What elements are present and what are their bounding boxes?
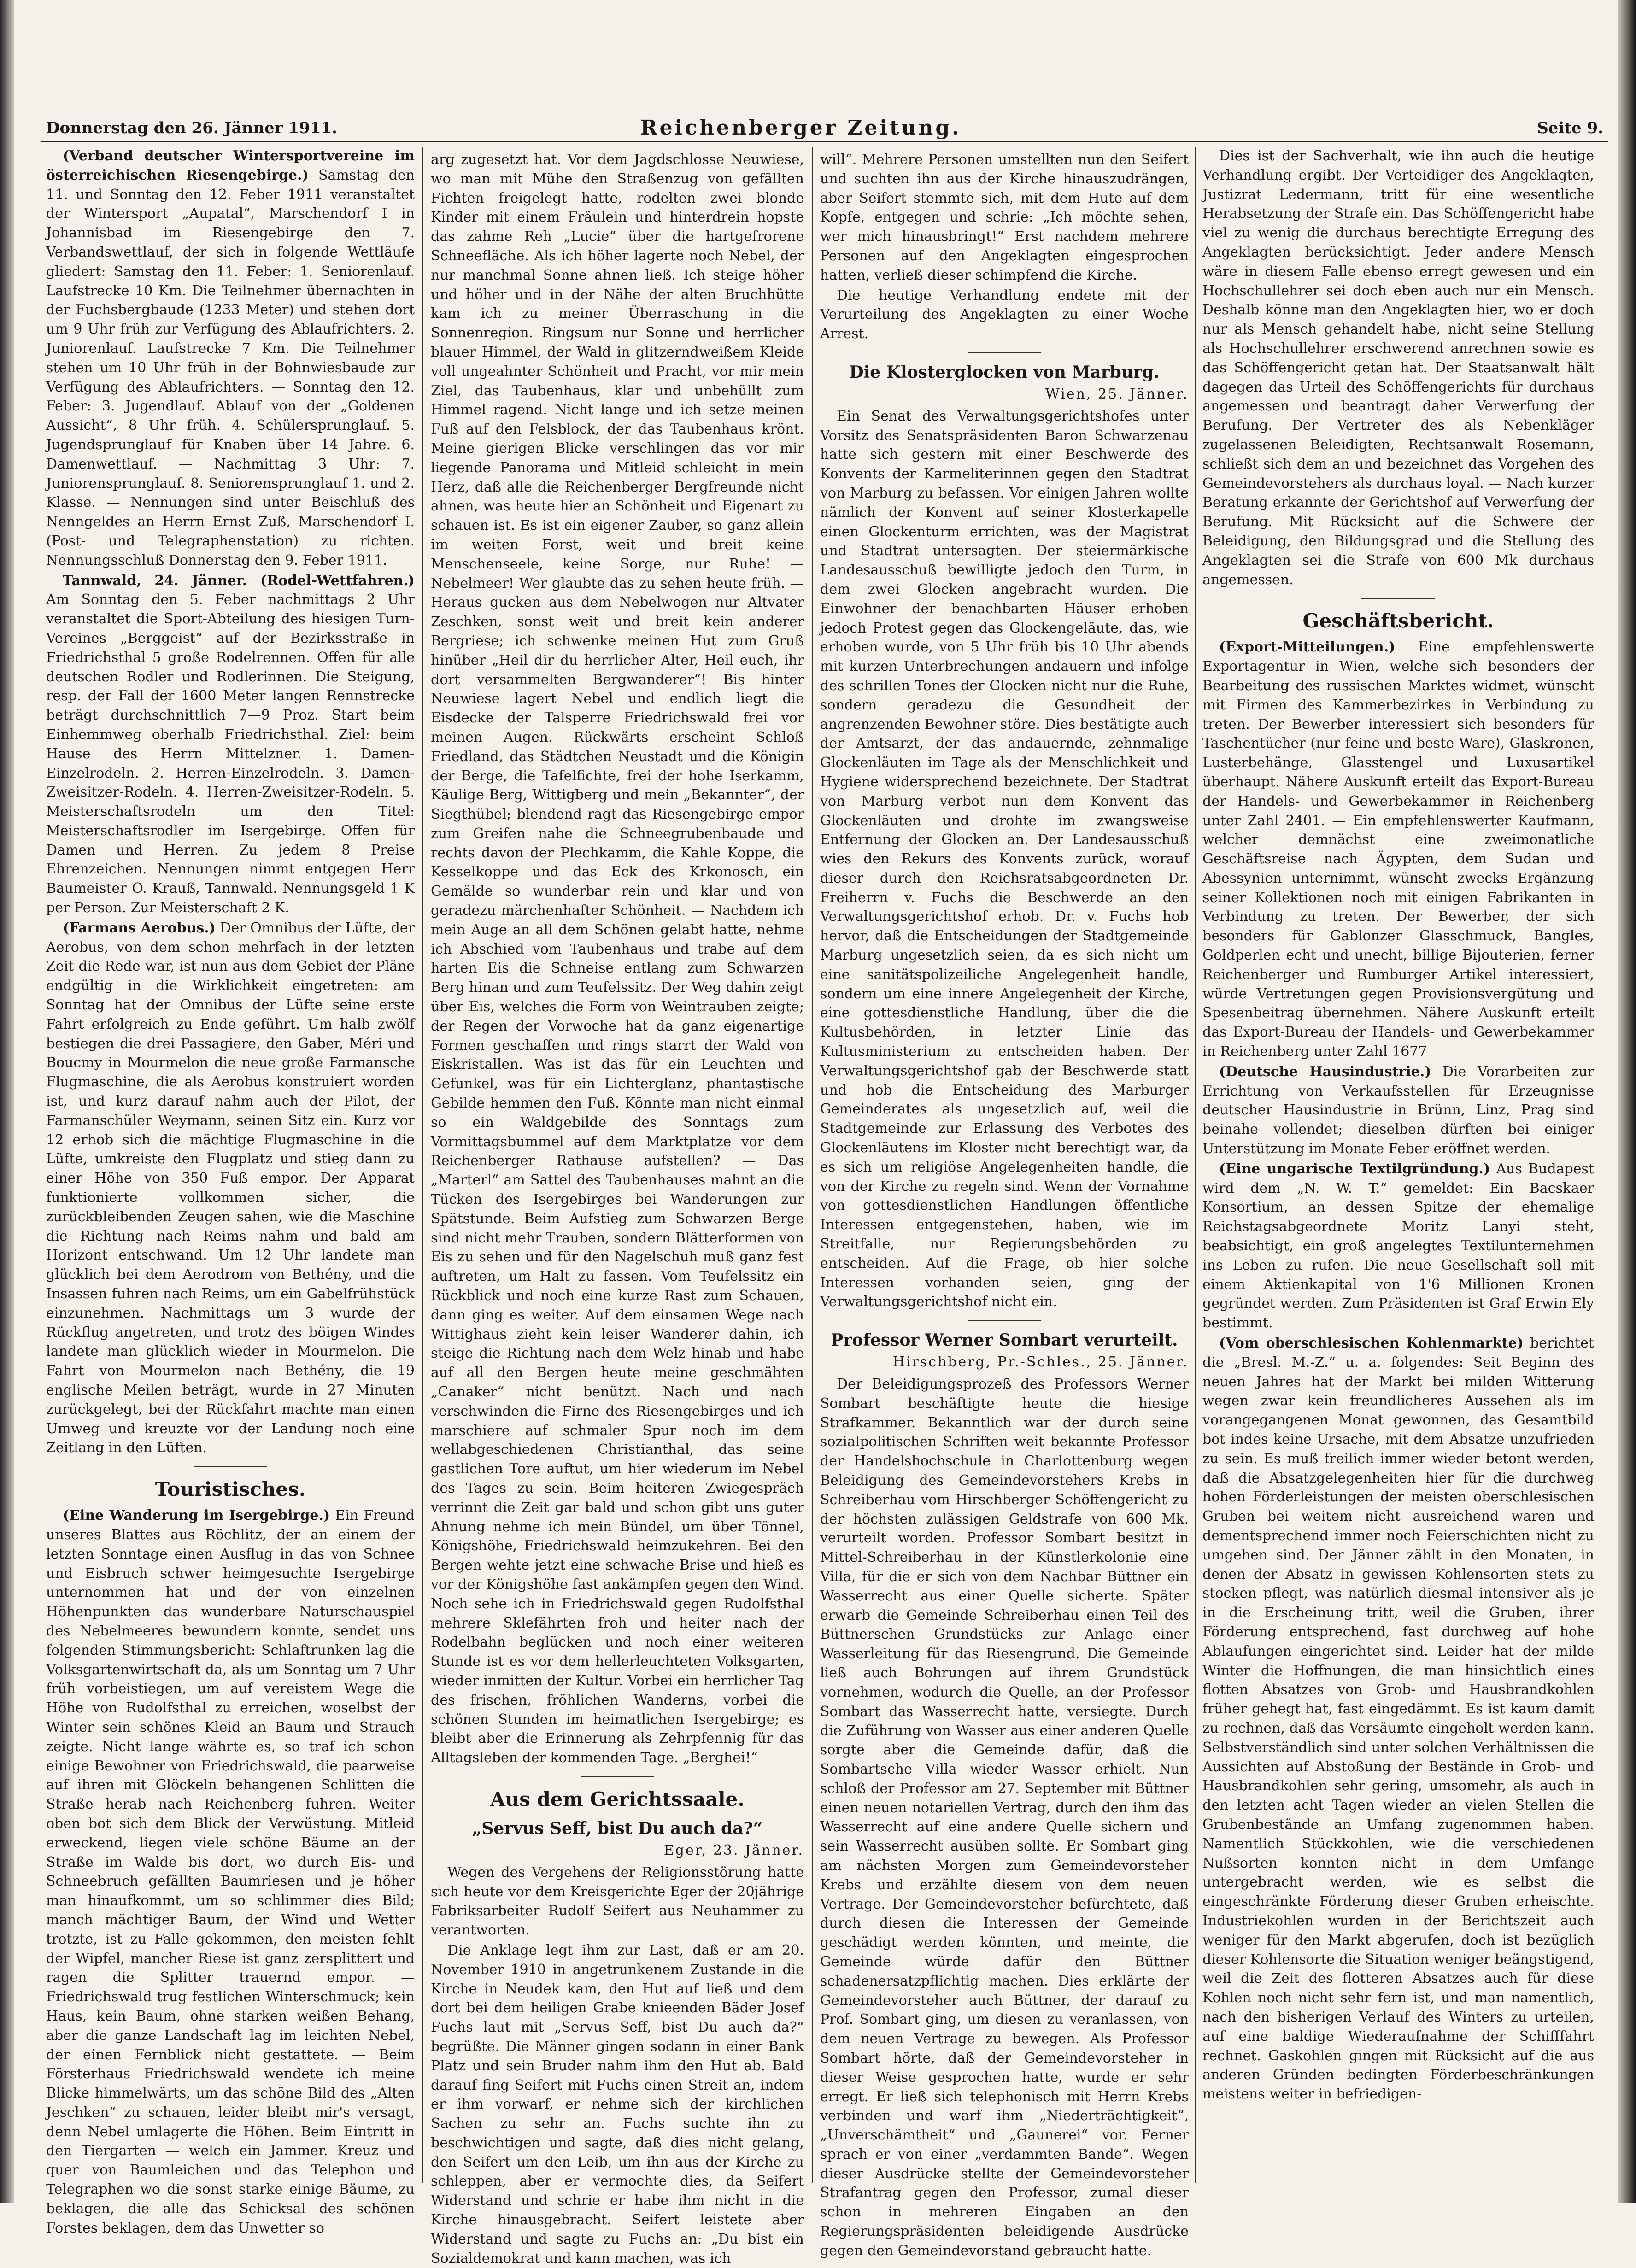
- article-text: Am Sonntag den 5. Feber nachmittags 2 Uhr veranstaltet die Sport-Abteilung des hiesigen Turn-Vereines „Berggeist“ auf der Bezirksstraße in Friedrichsthal 5 große Rodelrennen. Offen für alle deutschen Rodler und Rodlerinnen. Die Steigung, resp. der Fall der 1600 Meter langen Rennstrecke beträgt durchschnittlich 7—9 Proz. Start beim Einhemmweg oberhalb Friedrichsthal. Ziel: beim Hause des Herrn Mittelzner. 1. Damen-Einzelrodeln. 2. Herren-Einzelrodeln. 3. Damen-Zweisitzer-Rodeln. 4. Herren-Zweisitzer-Rodeln. 5. Meisterschaftsrodeln um den Titel: Meisterschaftsrodler im Isergebirge. Offen für Damen und Herren. Zu jedem 8 Preise Ehrenzeichen. Nennungen nimmt entgegen Herr Baumeister O. Krauß, Tannwald. Nennungsgeld 1 K per Person. Zur Meisterschaft 2 K.: [46, 592, 415, 916]
- article-head: Tannwald, 24. Jänner. (Rodel-Wettfahren.): [63, 572, 415, 589]
- article-text: Die Vorarbeiten zur Errichtung von Verkaufsstellen für Erzeugnisse deutscher Hausindustrie in Brünn, Linz, Prag sind beinahe vollendet; dieselben dürften bei einiger Unterstützung im Monate Feber eröffnet werden.: [1202, 1063, 1594, 1157]
- column-separator: [422, 147, 423, 2183]
- article-text: will“. Mehrere Personen umstellten nun den Seifert und suchten ihn aus der Kirche hinauszudrängen, aber Seifert stemmte sich, mit dem Hute auf dem Kopfe, entgegen und schrie: „Ich möchte sehen, wer mich hinausbringt!“ Erst nachdem mehrere Personen auf den Angeklagten eingesprochen hatten, verließ dieser schimpfend die Kirche.: [820, 152, 1189, 283]
- column-separator: [812, 147, 813, 2183]
- masthead: [41, 111, 1608, 143]
- article-paragraph: [46, 1506, 415, 2238]
- article-paragraph: [46, 147, 415, 570]
- column-4: [1202, 147, 1594, 2187]
- section-rule: [194, 1466, 267, 1467]
- article-text: Aus Budapest wird dem „N. W. T.“ gemeldet: Ein Bacskaer Konsortium, an dessen Spitze der ehemalige Reichstagsabgeordnete Moritz Lanyi steht, beabsichtigt, ein groß angelegtes Textilunternehmen ins Leben zu rufen. Die neue Gesellschaft soll mit einem Aktienkapital von 1'6 Millionen Kronen gegründet werden. Zum Präsidenten ist Graf Erwin Ely bestimmt.: [1202, 1160, 1594, 1331]
- article-title: Professor Werner Sombart verurteilt.: [831, 1330, 1178, 1350]
- issue-date: Donnerstag den 26. Jänner 1911.: [46, 119, 337, 137]
- article-head: (Farmans Aerobus.): [63, 920, 216, 936]
- article-text: Der Omnibus der Lüfte, der Aerobus, von dem schon mehrfach in der letzten Zeit die Rede war, ist nun aus dem Gebiet der Pläne endgültig in die Wirklichkeit eingetreten: am Sonntag hat der Omnibus der Lüfte seine erste Fahrt erfolgreich zu Ende geführt. Um halb zwölf bestiegen die drei Passagiere, den Gaber, Méri und Boucmy in Mourmelon die neue große Farmansche Flugmaschine, die als Aerobus konstruiert worden ist, und kurz darauf nahm auch der Pilot, der Farmanschüler Weymann, seinen Sitz ein. Kurz vor 12 erhob sich die mächtige Flugmaschine in die Lüfte, umkreiste den Flugplatz und stieg dann zu einer Höhe von 350 Fuß empor. Der Apparat funktionierte vollkommen sicher, die zurückbleibenden Zeugen sahen, wie die Maschine die Richtung nach Reims nahm und bald am Horizont entschwand. Um 12 Uhr landete man glücklich bei dem Aerodrom von Bethény, und die Insassen fuhren nach Reims, um ein Gabelfrühstück einzunehmen. Nachmittags um 3 wurde der Rückflug angetreten, und trotz des böigen Windes landete man glücklich wieder in Mourmelon. Die Fahrt von Mourmelon nach Bethény, die 19 englische Meilen beträgt, wurde in 27 Minuten zurückgelegt, bei der Rückfahrt machte man einen Umweg und kreuzte vor der Landung noch eine Zeitlang in den Lüften.: [46, 920, 415, 1456]
- article-paragraph: [1202, 1062, 1594, 1159]
- column-1: [46, 147, 415, 2236]
- article-head: (Export-Mitteilungen.): [1219, 639, 1396, 656]
- article-title: Die Klosterglocken von Marburg.: [849, 362, 1160, 382]
- section-heading: Aus dem Gerichtssaale.: [490, 1787, 745, 1811]
- article-text: Eine empfehlenswerte Exportagentur in Wien, welche sich besonders der Bearbeitung des russischen Marktes widmet, wünscht mit Firmen des Kammerbezirkes in Verbindung zu treten. Der Bewerber interessiert sich besonders für Taschentücher (nur feine und beste Ware), Glaskronen, Lusterbehänge, Glasstengel und Luxusartikel überhaupt. Nähere Auskunft erteilt das Export-Bureau der Handels- und Gewerbekammer in Reichenberg unter Zahl 2401. — Ein empfehlenswerter Kaufmann, welcher demnächst eine zweimonatliche Geschäftsreise nach Ägypten, dem Sudan und Abessynien unternimmt, wünscht zwecks Ergänzung seiner Kollektionen noch mit einigen Fabrikanten in Verbindung zu treten. Der Bewerber, der sich besonders für Gablonzer Glasschmuck, Bangles, Goldperlen echt und unecht, billige Bijouterien, ferner Reichenberger und Rumburger Artikel interessiert, würde Vertretungen gegen Provisionsvergütung und Spesenbeitrag übernehmen. Nähere Auskunft erteilt das Export-Bureau der Handels- und Gewerbekammer in Reichenberg unter Zahl 1677: [1202, 639, 1594, 1060]
- section-heading: Touristisches.: [155, 1478, 306, 1501]
- article-text: Samstag den 11. und Sonntag den 12. Feber 1911 veranstaltet der Wintersport „Aupatal“, Marschendorf I in Johannisbad im Riesengebirge den 7. Verbandswettlauf, der sich in folgende Wettläufe gliedert: Samstag den 11. Feber: 1. Seniorenlauf. Laufstrecke 10 Km. Die Teilnehmer übernachten in der Fuchsbergbaude (1233 Meter) und stehen dort um 9 Uhr früh zur Verfügung des Ablaufrichters. 2. Juniorenlauf. Laufstrecke 7 Km. Die Teilnehmer stehen um 10 Uhr früh in der Bohnwiesbaude zur Verfügung des Ablaufrichters. — Sonntag den 12. Feber: 3. Jugendlauf. Ablauf von der „Goldenen Aussicht“, 8 Uhr früh. 4. Schülersprunglauf. 5. Jugendsprunglauf für Knaben über 14 Jahre. 6. Damenwettlauf. — Nachmittag 3 Uhr: 7. Juniorensprunglauf. 8. Seniorensprunglauf 1. und 2. Klasse. — Nennungen sind unter Beischluß des Nenngeldes an Herrn Ernst Zuß, Marschendorf I. (Post- und Telegraphenstation) zu richten. Nennungsschluß Donnerstag den 9. Feber 1911.: [46, 167, 415, 568]
- article-text: Ein Freund unseres Blattes aus Röchlitz, der an einem der letzten Sonntage einen Ausflug in das von Schnee und Eisbruch schwer heimgesuchte Isergebirge unternommen hat und der von einzelnen Höhenpunkten das wunderbare Naturschauspiel des Nebelmeeres bewundern konnte, sendet uns folgenden Stimmungsbericht: Schlaftrunken lag die Volksgartenwirtschaft da, als um Sonntag um 7 Uhr früh vorbeistiegen, um auf vereistem Wege die Höhe von Rudolfsthal zu erreichen, woselbst der Winter sein schönes Kleid an Baum und Strauch zeigte. Nicht lange währte es, so traf ich schon einige Bewohner von Friedrichswald, die paarweise auf ihren mit Glöckeln behangenen Schlitten die Straße herab nach Reichenberg fuhren. Weiter oben bot sich dem Blick der Verwüstung. Mitleid erweckend, liegen viele schöne Bäume an der Straße im Walde bis dort, wo durch Eis- und Schneebruch gefällten Baumriesen und je höher man hinaufkommt, um so schlimmer dies Bild; manch mächtiger Baum, der Wind und Wetter trotzte, ist zu Falle gekommen, den meisten fehlt der Wipfel, mancher Riese ist ganz zersplittert und ragen die Splitter trauernd empor. — Friedrichswald trug festlichen Winterschmuck; kein Haus, kein Baum, ohne starken weißen Behang, aber die ganze Landschaft lag im leichten Nebel, der einen Fernblick nicht gestattete. — Beim Försterhaus Friedrichswald wendete ich meine Blicke himmelwärts, um das schöne Bild des „Alten Jeschken“ zu schauen, leider bleibt mir's versagt, denn Nebel umlagerte die Höhen. Beim Eintritt in den Tiergarten — welch ein Jammer. Kreuz und quer von Baumleichen und das Telephon und Telegraphen wo die sonst starke einige Bäume, zu beklagen, die alle das Schicksal des schönen Forstes beklagen, dem das Unwetter so: [46, 1507, 415, 2236]
- paper-title: Reichenberger Zeitung.: [640, 116, 962, 140]
- article-text: arg zugesetzt hat. Vor dem Jagdschlosse Neuwiese, wo man mit Mühe den Straßenzug von gefällten Fichten freigelegt hatte, rodelten zwei blonde Kinder mit einem Fräulein und hinterdrein hopste das zahme Reh „Lucie“ über die hartgefrorene Schneefläche. Als ich höher lagerte noch Nebel, der nur manchmal Sonne ahnen ließ. Ich steige höher und höher und in der Nähe der alten Bruchhütte kam ich zu meiner Überraschung in die Sonnenregion. Ringsum nur Sonne und herrlicher blauer Himmel, der Wald in glitzerndweißem Kleide voll ungeahnter Schönheit und Pracht, vor mir mein Ziel, das Taubenhaus, klar und unbehüllt zum Himmel ragend. Nicht lange und ich setze meinen Fuß auf den Felsblock, der das Taubenhaus krönt. Meine gierigen Blicke verschlingen das vor mir liegende Panorama und Mitleid schleicht in mein Herz, daß alle die Reichenberger Bergfreunde nicht ahnen, was heute hier an Schönheit und Eigenart zu schauen ist. Es ist ein eigener Zauber, so ganz allein im weiten Forst, weit und breit keine Menschenseele, keine Sorge, nur Ruhe! — Nebelmeer! Wer glaubte das zu sehen heute früh. — Heraus gucken aus dem Nebelwogen nur Altvater Zeschken, sonst weit und breit kein anderer Bergriese; ich schwenke meinen Hut zum Gruß hinüber „Heil dir du herrlicher Alter, Heil euch, ihr dort versammelten Bergwanderer“! Bis hinter Neuwiese lagert Nebel und endlich liegt die Eisdecke der Talsperre Friedrichswald frei vor meinen Augen. Rückwärts erscheint Schloß Friedland, das Städtchen Neustadt und die Königin der Berge, die Tafelfichte, frei der hohe Iserkamm, Käulige Berg, Wittigberg und mein „Bekannter“, der Siegthübel; blendend ragt das Riesengebirge empor zum Greifen nahe die Schneegrubenbaude und rechts davon der Plechkamm, die Kahle Koppe, die Kesselkoppe und das Eck des Krkonosch, ein Gemälde so wunderbar rein und klar und von geradezu märchenhafter Schönheit. — Nachdem ich mein Auge an all dem Schönen gelabt hatte, nehme ich Abschied vom Taubenhaus und trabe auf dem harten Eis die Schneise entlang zum Schwarzen Berg hinan und zum Teufelssitz. Der Weg dahin zeigt über Eis, welches die Form von Weintrauben zeigte; der Regen der Vorwoche hat da ganz eigenartige Formen geschaffen und rings starrt der Wald von Eiskristallen. Was ist das für ein Leuchten und Gefunkel, was für ein Lichterglanz, phantastische Gebilde hemmen den Fuß. Könnte man nicht einmal so ein Waldgebilde des Sonntags zum Vormittagsbummel auf dem Marktplatze vor dem Reichenberger Rathause aufstellen? — Das „Marterl“ am Sattel des Taubenhauses mahnt an die Tücken des Isergebirges bei Wanderungen zur Spätstunde. Beim Aufstieg zum Schwarzen Berge sind nicht mehr Trauben, sondern Blätterformen von Eis zu sehen und für den Nagelschuh muß ganz fest auftreten, um Halt zu fassen. Vom Teufelssitz ein Rückblick und noch eine kurze Rast zum Schauen, dann ging es weiter. Auf dem einsamen Wege nach Wittighaus zieht kein leiser Wanderer dahin, ich steige die Richtung nach dem Welz hinab und habe auf all den Bergen heute meine geschmähten „Canaker“ nicht benützt. Nach und nach verschwinden die Firne des Riesengebirges und ich marschiere auf schmaler Spur noch im dem wellabgeschiedenen Christianthal, das seine gastlichen Tore auftut, um hier wiederum im Nebel des Tages zu sein. Beim heiteren Zwiegespräch verrinnt die Zeit gar bald und schon gibt uns guter Ahnung nehme ich mein Bündel, um über Tönnel, Königshöhe, Friedrichswald heimzukehren. Bei den Bergen wehte jetzt eine schwache Brise und hieß es vor der Königshöhe fast ankämpfen gegen den Wind. Noch sehe ich in Friedrichswald gegen Rudolfsthal mehrere Sklefährten froh und heiter nach der Rodelbahn beglücken und noch einer weiteren Stunde ist es vor dem hellerleuchteten Volksgarten, wieder inmitten der Kultur. Vorbei ein herrlicher Tag des frischen, fröhlichen Wanderns, vorbei die schönen Stunden im heimatlichen Isergebirge; es bleibt aber die Erinnerung als Zehrpfennig für das Alltagsleben der kommenden Tage. „Berghei!“: [431, 152, 804, 1766]
- article-head: (Eine ungarische Textilgründung.): [1219, 1160, 1490, 1177]
- dateline: Eger, 23. Jänner.: [663, 1842, 804, 1858]
- article-paragraph: [1202, 1160, 1594, 1333]
- section-rule: [1361, 598, 1435, 599]
- article-paragraph: [46, 571, 415, 918]
- article-text: Die Anklage legt ihm zur Last, daß er am 20. November 1910 in angetrunkenem Zustande in die Kirche in Neudek kam, den Hut auf ließ und dem dort bei dem heiligen Grabe knieenden Bäder Josef Fuchs laut mit „Servus Seff, bist Du auch da?“ begrüßte. Die Männer gingen sodann in einer Bank Platz und sein Bruder nahm ihm den Hut ab. Bald darauf fing Seifert mit Fuchs einen Streit an, indem er ihm vorwarf, er nehme sich der kirchlichen Sachen zu sehr an. Fuchs suchte ihn zu beschwichtigen und sagte, daß dies nicht gelang, den Seifert um den Leib, um ihn aus der Kirche zu schleppen, aber er vermochte dies, da Seifert Widerstand und schrie er habe ihm nicht in die Kirche hinausgebracht. Seifert leistete aber Widerstand und sagte zu Fuchs an: „Du bist ein Sozialdemokrat und kann machen, was ich: [431, 1942, 804, 2267]
- article-head: (Deutsche Hausindustrie.): [1219, 1063, 1431, 1080]
- section-heading: Geschäftsbericht.: [1302, 609, 1494, 633]
- dateline: Hirschberg, Pr.-Schles., 25. Jänner.: [892, 1354, 1189, 1371]
- scan-edge-right: [1618, 0, 1636, 2203]
- article-head: (Eine Wanderung im Isergebirge.): [63, 1507, 330, 1524]
- section-rule: [968, 352, 1041, 353]
- section-rule: [581, 1776, 654, 1777]
- article-text: Ein Senat des Verwaltungsgerichtshofes unter Vorsitz des Senatspräsidenten Baron Schwarzenau hatte sich gestern mit einer Beschwerde des Konvents der Karmeliterinnen gegen den Stadtrat von Marburg zu befassen. Vor einigen Jahren wollte nämlich der Konvent auf seiner Klosterkapelle einen Glockenturm errichten, was der Magistrat und Stadtrat untersagten. Der steiermärkische Landesausschuß bewilligte jedoch den Turm, in dem zwei Glocken angebracht wurden. Die Einwohner der benachbarten Häuser erhoben jedoch Protest gegen das Glockengeläute, das, wie erhoben wurde, von 5 Uhr früh bis 10 Uhr abends mit kurzen Unterbrechungen andauern und infolge des schrillen Tones der Glocken nicht nur die Ruhe, sondern geradezu die Gesundheit der angrenzenden Bewohner störe. Dies bestätigte auch der Amtsarzt, der das andauernde, zehnmalige Glockenläuten im Tage als der Menschlichkeit und Hygiene widersprechend bezeichnete. Der Stadtrat von Marburg verbot nun dem Konvent das Glockenläuten und drohte im zwangsweise Entfernung der Glocken an. Der Landesausschuß wies den Rekurs des Konvents zurück, worauf dieser durch den Reichsratsabgeordneten Dr. Freiherrn v. Fuchs die Beschwerde an den Verwaltungsgerichtshof erhob. Dr. v. Fuchs hob hervor, daß die Entscheidungen der Stadtgemeinde Marburg ungesetzlich seien, da es sich nicht um eine sanitätspolizeiliche Angelegenheit handle, sondern um eine innere Angelegenheit der Kirche, eine gottesdienstliche Handlung, über die die Kultusbehörden, in letzter Linie das Kultusministerium zu entscheiden haben. Der Verwaltungsgerichtshof gab der Beschwerde statt und hob die Entscheidung des Marburger Gemeinderates als ungesetzlich auf, weil die Stadtgemeinde zur Erlassung des Verbotes des Glockenläutens im Kloster nicht berechtigt war, da es sich um religiöse Angelegenheiten handle, die von der Kirche zu regeln sind. Wenn der Vornahme von gottesdienstlichen Handlungen öffentliche Interessen entgegenstehen, haben, wie im Streitfalle, nur Regierungsbehörden zu entscheiden. Auf die Frage, ob hier solche Interessen vorhanden seien, ging der Verwaltungsgerichtshof nicht ein.: [820, 408, 1189, 1310]
- dateline: Wien, 25. Jänner.: [1045, 386, 1189, 402]
- article-text: Der Beleidigungsprozeß des Professors Werner Sombart beschäftigte heute die hiesige Strafkammer. Bekanntlich war der durch seine sozialpolitischen Schriften weit bekannte Professor der Handelshochschule in Charlottenburg wegen Beleidigung des Gemeindevorstehers Krebs in Schreiberhau vom Hirschberger Schöffengericht zu der höchsten zulässigen Geldstrafe von 600 Mk. verurteilt worden. Professor Sombart besitzt in Mittel-Schreiberhau in der Künstlerkolonie eine Villa, für die er sich von dem Nachbar Büttner ein Wasserrecht aus einer Quelle sicherte. Später erwarb die Gemeinde Schreiberhau einen Teil des Büttnerschen Grundstücks zur Anlage einer Wasserleitung für das Riesengrund. Die Gemeinde ließ auch Bohrungen auf ihrem Grundstück vornehmen, wodurch die Quelle, an der Professor Sombart das Wasserrecht hatte, versiegte. Durch die Zuführung von Wasser aus einer anderen Quelle sorgte aber die Gemeinde dafür, daß die Sombartsche Villa wieder Wasser erhielt. Nun schloß der Professor am 27. September mit Büttner einen neuen notariellen Vertrag, durch den ihm das Wasserrecht auf eine andere Quelle sichern und sein Wasserrecht ausüben sollte. Er Sombart ging am nächsten Morgen zum Gemeindevorsteher Krebs und erzählte diesem von dem neuen Vertrage. Der Gemeindevorsteher befürchtete, daß durch diesen die Interessen der Gemeinde geschädigt werden könnten, und meinte, die Gemeinde würde dafür den Büttner schadenersatzpflichtig machen. Dies erklärte der Gemeindevorsteher auch Büttner, der darauf zu Prof. Sombart ging, um diesen zu veranlassen, von dem neuen Vertrage zu bewegen. Als Professor Sombart hörte, daß der Gemeindevorsteher in dieser Weise gesprochen hatte, wurde er sehr erregt. Er ließ sich telephonisch mit Herrn Krebs verbinden und warf ihm „Niederträchtigkeit“, „Unverschämtheit“ und „Gaunerei“ vor. Ferner sprach er von einer „verdammten Bande“. Wegen dieser Ausdrücke stellte der Gemeindevorsteher Strafantrag gegen den Professor, zumal dieser schon in mehreren Eingaben an den Regierungspräsidenten beleidigende Ausdrücke gegen den Gemeindevorstand gebraucht hatte.: [820, 1376, 1189, 2259]
- page-number: Seite 9.: [1537, 119, 1603, 137]
- column-3: [820, 147, 1189, 2259]
- article-paragraph: [1202, 638, 1594, 1061]
- article-text: Wegen des Vergehens der Religionsstörung hatte sich heute vor dem Kreisgerichte Eger der 20jährige Fabriksarbeiter Rudolf Seifert aus Neuhammer zu verantworten.: [431, 1864, 804, 1939]
- column-separator: [1195, 147, 1196, 2183]
- scan-edge-left: [0, 0, 14, 2203]
- header-rule: [41, 141, 1608, 142]
- article-head: (Vom oberschlesischen Kohlenmarkte): [1219, 1335, 1524, 1352]
- article-text: Die heutige Verhandlung endete mit der Verurteilung des Angeklagten zu einer Woche Arrest.: [820, 287, 1189, 342]
- article-title: „Servus Seff, bist Du auch da?“: [472, 1818, 763, 1838]
- article-head: (Verband deutscher Wintersportvereine im österreichischen Riesengebirge.): [46, 148, 415, 183]
- section-rule: [968, 1320, 1041, 1321]
- article-text: Dies ist der Sachverhalt, wie ihn auch die heutige Verhandlung ergibt. Der Verteidiger des Angeklagten, Justizrat Ledermann, tritt für eine wesentliche Herabsetzung der Strafe ein. Das Schöffengericht habe viel zu wenig die durchaus berechtigte Erregung des Angeklagten berücksichtigt. Jeder andere Mensch wäre in diesem Falle ebenso erregt gewesen und ein Hochschullehrer sei doch eben auch nur ein Mensch. Deshalb könne man den Angeklagten hier, wo er doch nur als Mensch gehandelt habe, nicht seine Stellung als Hochschullehrer erschwerend anrechnen sowie es das Schöffengericht getan hat. Der Staatsanwalt hält dagegen das Urteil des Schöffengerichts für durchaus angemessen und beantragt daher Verwerfung der Berufung. Der Vertreter des als Nebenkläger zugelassenen Beleidigten, Rechtsanwalt Rosemann, schließt sich dem an und bezeichnet das Vorgehen des Gemeindevorstehers als durchaus loyal. — Nach kurzer Beratung erkannte der Gerichtshof auf Verwerfung der Berufung. Mit Rücksicht auf die Schwere der Beleidigung, den Bildungsgrad und die Stellung des Angeklagten sei die Strafe von 600 Mk durchaus angemessen.: [1202, 148, 1594, 588]
- article-paragraph: [1202, 1334, 1594, 2104]
- article-text: berichtet die „Bresl. M.-Z.“ u. a. folgendes: Seit Beginn des neuen Jahres hat der Markt bei milden Witterung wegen zwar kein freundlicheres Aussehen als im vorangegangenen Monat gewonnen, das Gesamtbild bot indes keine Ursache, mit dem Absatze unzufrieden zu sein. Es muß freilich immer wieder betont werden, daß die Absatzgelegenheiten hier für die durchweg hohen Förderleistungen der meisten oberschlesischen Gruben bei weitem nicht ausreichend waren und dementsprechend immer noch Feierschichten nicht zu umgehen sind. Der Jänner zählt in den Monaten, in denen der Absatz in gewissen Kohlensorten stets zu stocken pflegt, was natürlich diesmal intensiver als je in die Erscheinung tritt, weil die Gruben, ihrer Förderung entsprechend, fast durchweg auf hohe Ablaufungen eingerichtet sind. Leider hat der milde Winter die Hoffnungen, die man hinsichtlich eines flotten Absatzes von Grob- und Hausbrandkohlen früher gehegt hat, fast eingedämmt. Es ist kaum damit zu rechnen, daß das Versäumte eingeholt werden kann. Selbstverständlich sind unter solchen Verhältnissen die Aussichten auf Abstoßung der Bestände in Grob- und Hausbrandkohlen sehr gering, umsomehr, als auch in den letzten acht Tagen wieder an vielen Stellen die Grubenbestände an Umfang zugenommen haben. Namentlich Stückkohlen, wie die verschiedenen Nußsorten konnten nicht in dem Umfange untergebracht werden, wie es selbst die eingeschränkte Förderung dieser Gruben erheischte. Industriekohlen wurden in der Berichtszeit auch weniger für den Markt abgerufen, doch ist bezüglich dieser Kohlensorte die Situation weniger beängstigend, weil die Zeit des flotteren Absatzes auch für diese Kohlen noch nicht sehr fern ist, und man namentlich, nach den bisherigen Verlauf des Winters zu urteilen, auf eine baldige Wiederaufnahme der Schifffahrt rechnet. Gaskohlen gingen mit Rücksicht auf die aus anderen Gründen bedingten Förderbeschränkungen meistens weiter in befriedigen-: [1202, 1335, 1594, 2103]
- column-2: [431, 147, 804, 2267]
- article-paragraph: [46, 919, 415, 1458]
